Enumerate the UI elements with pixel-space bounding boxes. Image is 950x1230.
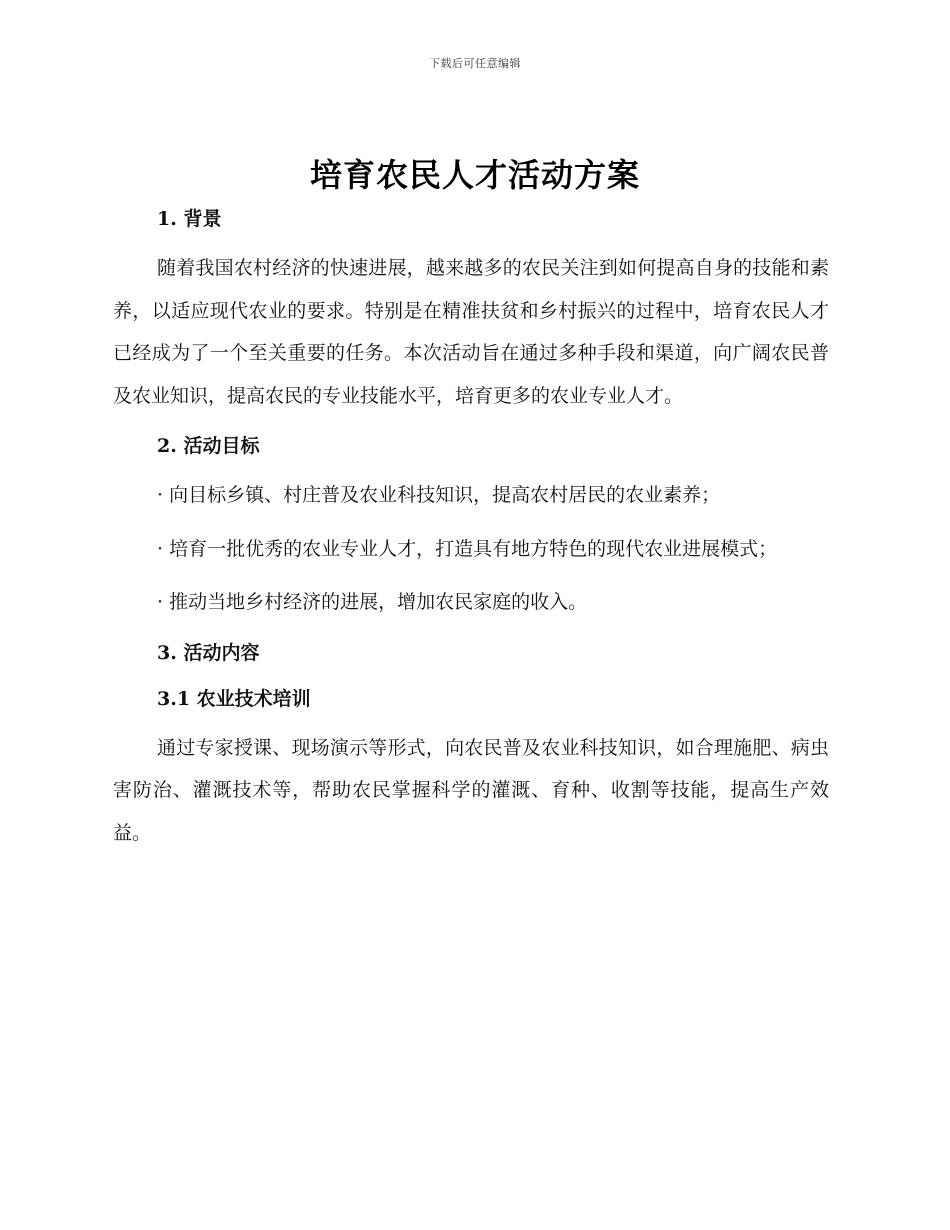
goal-bullet-2: · 培育一批优秀的农业专业人才，打造具有地方特色的现代农业进展模式； — [157, 537, 778, 560]
section-heading-background: 1. 背景 — [157, 208, 222, 230]
goal-bullet-3: · 推动当地乡村经济的进展，增加农民家庭的收入。 — [157, 591, 588, 613]
goal-bullet-1: · 向目标乡镇、村庄普及农业科技知识，提高农村居民的农业素养； — [157, 484, 721, 506]
document-title: 培育农民人才活动方案 — [309, 156, 640, 194]
training-paragraph: 通过专家授课、现场演示等形式，向农民普及农业科技知识，如合理施肥、病虫害防治、灌溉技术等，帮助农民掌握科学的灌溉、育种、收割等技能，提高生产效益。 — [113, 736, 829, 844]
document-body — [113, 202, 829, 854]
background-paragraph: 随着我国农村经济的快速进展，越来越多的农民关注到如何提高自身的技能和素养，以适应现代农业的要求。特别是在精准扶贫和乡村振兴的过程中，培育农民人才已经成为了一个至关重要的任务。本次活动旨在通过多种手段和渠道，向广阔农民普及农业知识，提高农民的专业技能水平，培育更多的农业专业人才。 — [113, 257, 829, 407]
section-heading-goals: 2. 活动目标 — [157, 435, 260, 457]
section-heading-content: 3. 活动内容 — [157, 641, 260, 664]
header-note: 下载后可任意编辑 — [429, 57, 521, 70]
subsection-heading-training: 3.1 农业技术培训 — [157, 687, 311, 710]
